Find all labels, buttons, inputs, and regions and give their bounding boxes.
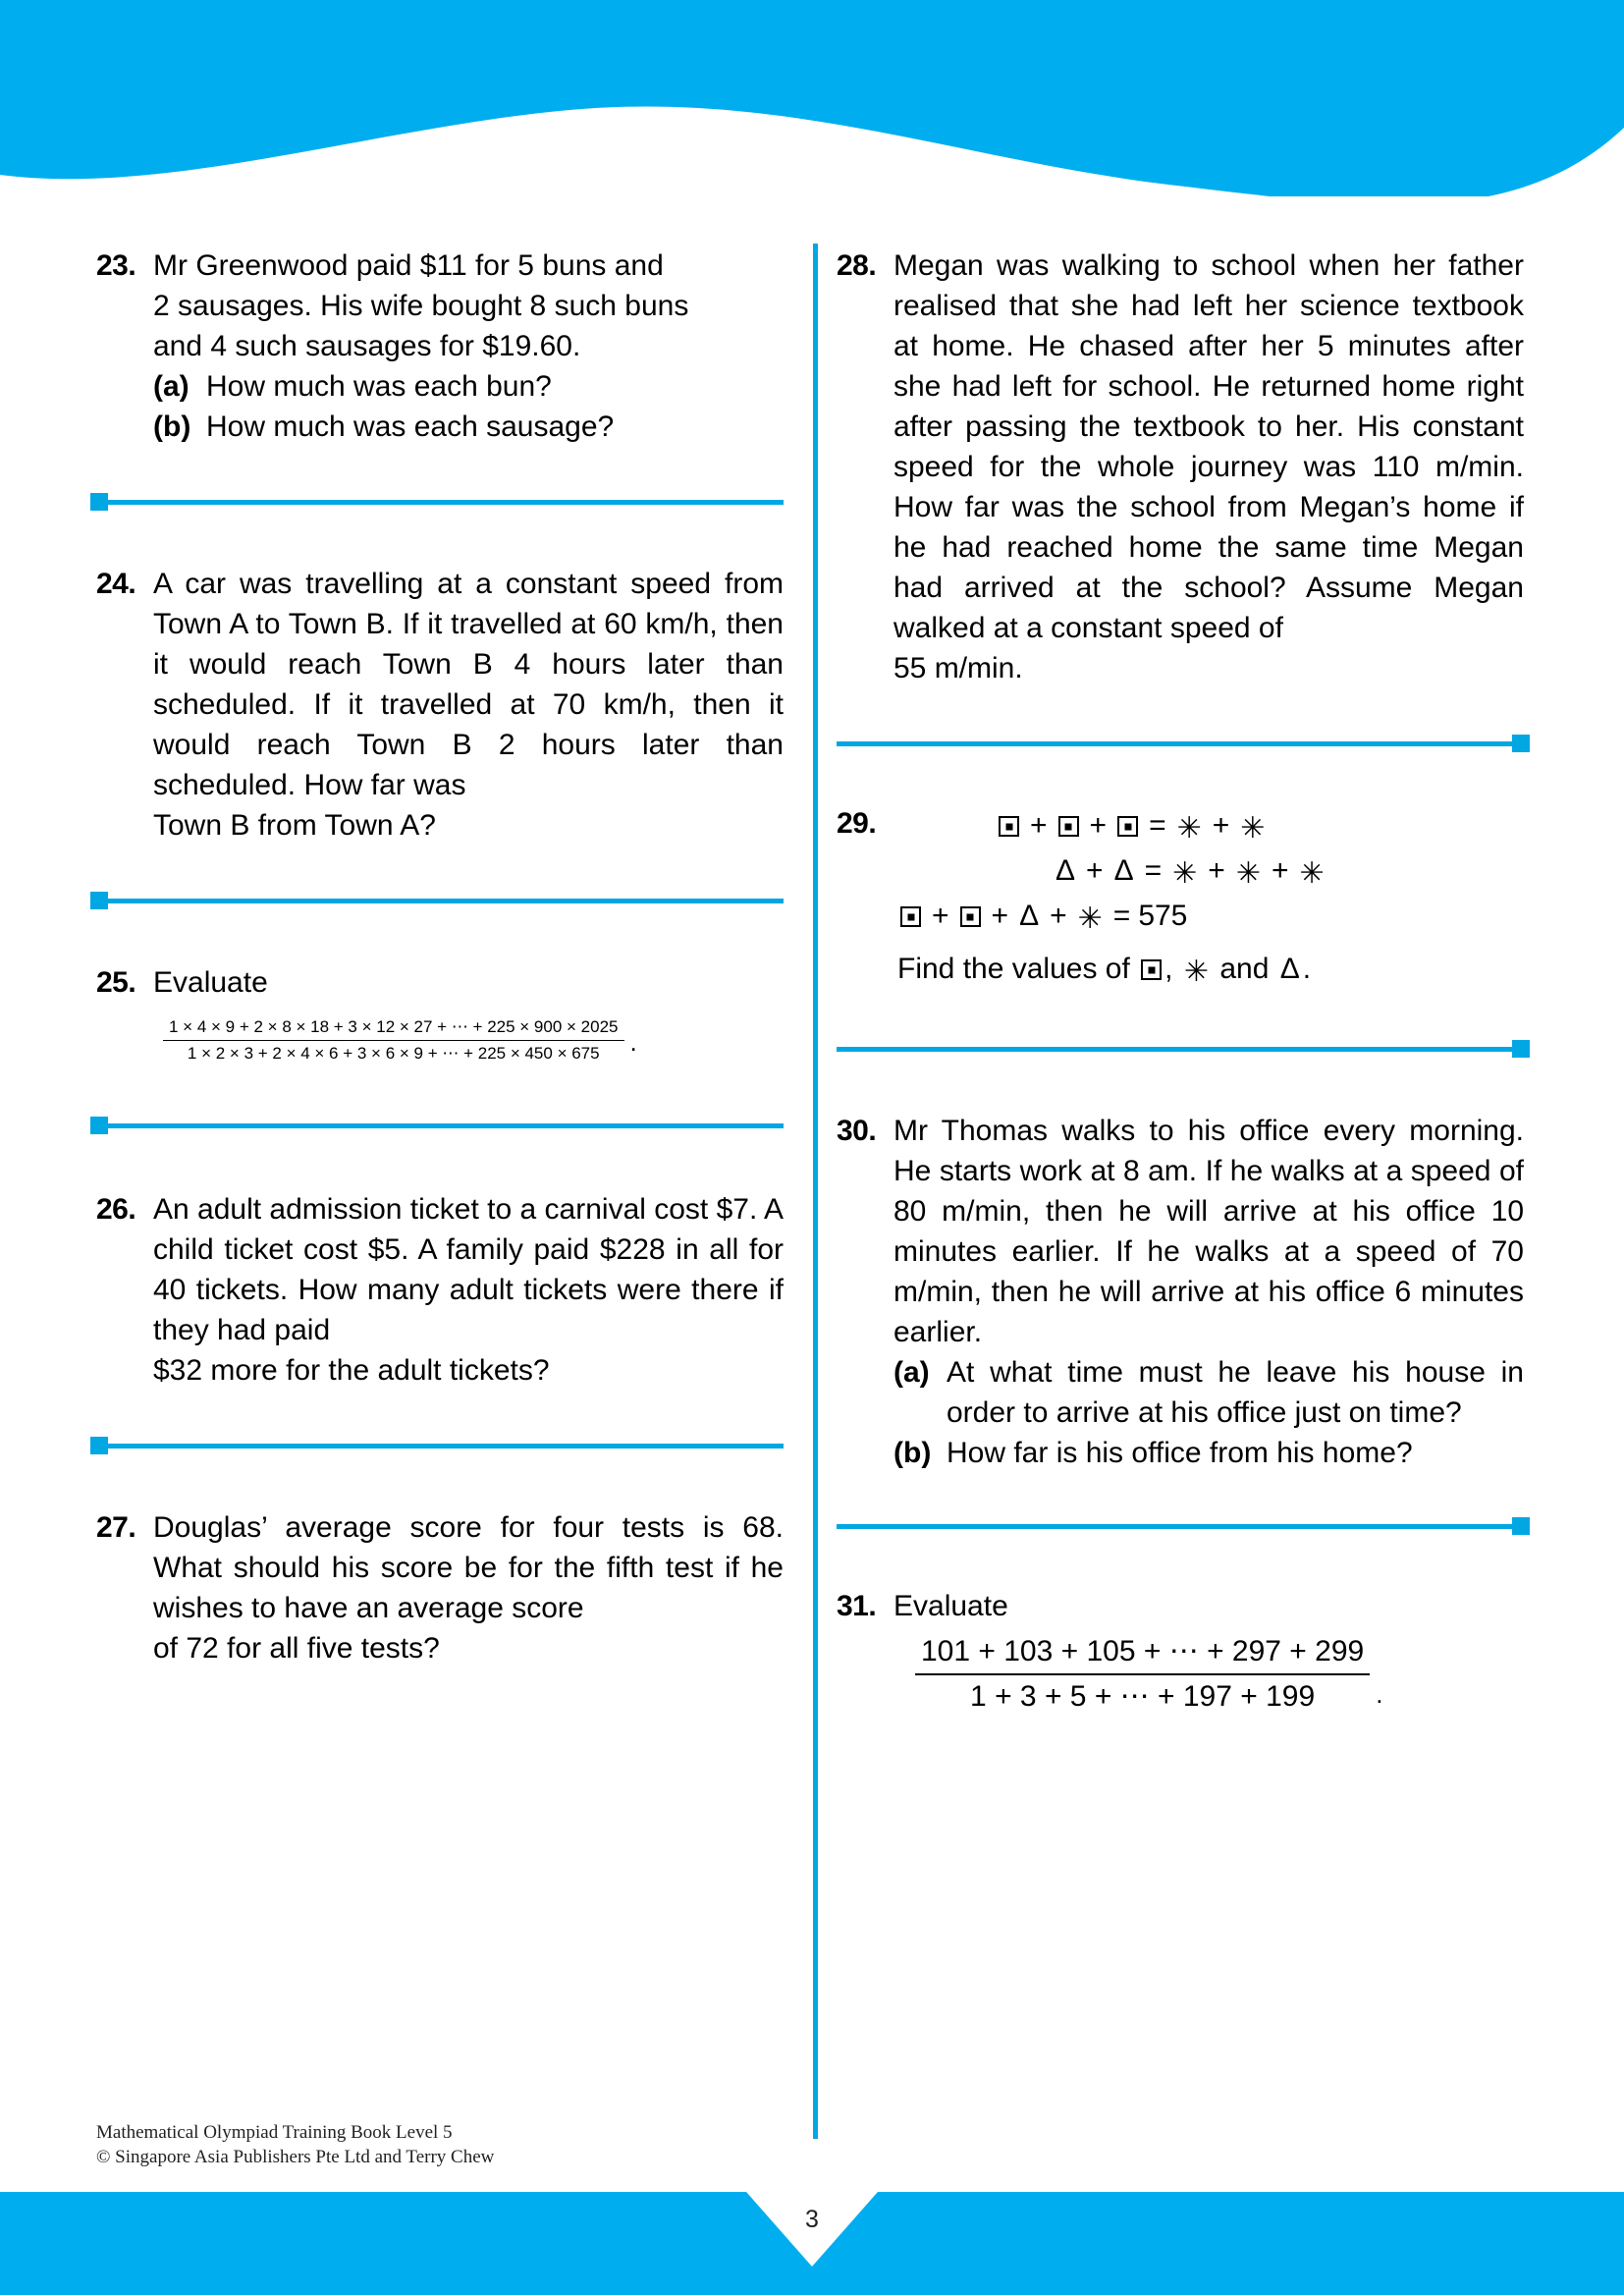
question-25-body <box>153 962 784 1065</box>
question-27 <box>96 1507 784 1668</box>
separator-rule-left-2 <box>96 899 784 903</box>
question-31-fraction-period: . <box>1376 1679 1383 1709</box>
triangle-icon: Δ <box>1113 854 1134 887</box>
eight-point-star-icon: ✳ <box>1240 812 1266 845</box>
boxed-dot-icon <box>1117 816 1138 837</box>
question-26-text: An adult admission ticket to a carnival cost $7. A child ticket cost $5. A family paid $228 in all for 40 tickets. How many adult tickets were there if they had paid <box>153 1193 784 1346</box>
eight-point-star-icon: ✳ <box>1299 857 1325 890</box>
separator-rule-left-1 <box>96 500 784 505</box>
question-29-find-and: and <box>1219 953 1270 985</box>
question-23-part-a-label: (a) <box>153 370 189 403</box>
question-25-fraction-stack <box>163 1016 624 1065</box>
question-28-last-line: 55 m/min. <box>893 652 1023 684</box>
question-23-part-a-text: How much was each bun? <box>206 370 552 403</box>
question-30 <box>837 1111 1524 1473</box>
question-26-last-line: $32 more for the adult tickets? <box>153 1354 550 1387</box>
footer-credit-line-2: © Singapore Asia Publishers Pte Ltd and Terry Chew <box>96 2147 495 2167</box>
question-28 <box>837 246 1524 688</box>
question-29-equation-2: Δ + Δ = ✳ + ✳ + ✳ <box>1053 848 1524 894</box>
question-31 <box>837 1586 1524 1717</box>
right-column <box>837 246 1524 1717</box>
separator-rule-left-3 <box>96 1123 784 1128</box>
boxed-dot-icon <box>1058 816 1079 837</box>
separator-rule-right-1 <box>837 741 1524 746</box>
footer-credit-line-1: Mathematical Olympiad Training Book Level 5 <box>96 2122 453 2143</box>
question-30-text: Mr Thomas walks to his office every morning. He starts work at 8 am. If he walks at a speed of 80 m/min, then he will arrive at his office 10 minutes earlier. If he walks at a speed of 70 m/min, then he will arrive at his office 6 minutes earlier. <box>893 1115 1524 1348</box>
question-25-fraction-period: . <box>629 1027 637 1057</box>
question-26-number: 26. <box>96 1193 136 1226</box>
eight-point-star-icon: ✳ <box>1077 902 1103 935</box>
question-31-numerator: 101 + 103 + 105 + ⋯ + 297 + 299 <box>915 1632 1370 1675</box>
question-31-fraction <box>915 1632 1524 1717</box>
triangle-icon: Δ <box>1019 900 1040 932</box>
boxed-dot-icon <box>900 906 921 927</box>
question-23-part-b-text: How much was each sausage? <box>206 410 615 443</box>
question-29-find-comma: , <box>1164 953 1173 985</box>
question-31-body <box>893 1586 1524 1717</box>
footer-credit <box>96 2120 494 2169</box>
question-27-last-line: of 72 for all five tests? <box>153 1632 440 1665</box>
page-number: 3 <box>805 2206 819 2233</box>
question-27-body <box>153 1507 784 1668</box>
question-25-fraction <box>163 1016 784 1065</box>
question-29-equation-3-value: 575 <box>1138 900 1188 932</box>
question-24-number: 24. <box>96 568 136 600</box>
question-29-equation-3: + + Δ + ✳ = 575 <box>897 894 1524 939</box>
question-24-text: A car was travelling at a constant speed from Town A to Town B. If it travelled at 60 km/h, then it would reach Town B 4 hours later than scheduled. If it travelled at 70 km/h, then it would reach Town B 2 hours later than scheduled. How far was <box>153 568 784 801</box>
question-29-body <box>897 803 1524 992</box>
question-30-part-b-text: How far is his office from his home? <box>947 1437 1413 1469</box>
question-30-part-b-label: (b) <box>893 1437 932 1469</box>
boxed-dot-icon <box>960 906 981 927</box>
question-30-number: 30. <box>837 1115 877 1147</box>
question-29-find-prefix: Find the values of <box>897 953 1130 985</box>
question-24-last-line: Town B from Town A? <box>153 809 436 842</box>
question-24 <box>96 564 784 846</box>
question-30-part-a <box>893 1352 1524 1433</box>
question-26-body <box>153 1189 784 1391</box>
question-25-number: 25. <box>96 966 136 999</box>
question-26 <box>96 1189 784 1391</box>
question-30-body <box>893 1111 1524 1473</box>
triangle-icon: Δ <box>1279 953 1300 985</box>
question-31-number: 31. <box>837 1590 877 1622</box>
question-25-numerator: 1 × 4 × 9 + 2 × 8 × 18 + 3 × 12 × 27 + ⋯ + 225 × 900 × 2025 <box>163 1016 624 1041</box>
eight-point-star-icon: ✳ <box>1183 956 1209 988</box>
eight-point-star-icon: ✳ <box>1176 812 1202 845</box>
question-28-body <box>893 246 1524 688</box>
question-25 <box>96 962 784 1065</box>
question-23-part-b <box>153 407 784 447</box>
eight-point-star-icon: ✳ <box>1235 857 1261 890</box>
question-25-text: Evaluate <box>153 966 268 999</box>
question-25-denominator: 1 × 2 × 3 + 2 × 4 × 6 + 3 × 6 × 9 + ⋯ + 225 × 450 × 675 <box>187 1044 600 1063</box>
question-29-number: 29. <box>837 807 877 840</box>
boxed-dot-icon <box>999 816 1019 837</box>
separator-rule-right-2 <box>837 1047 1524 1052</box>
question-29-equation-1: + + = ✳ + ✳ <box>996 803 1524 848</box>
question-23-line1: Mr Greenwood paid $11 for 5 buns and <box>153 249 664 282</box>
question-23-part-b-label: (b) <box>153 410 191 443</box>
separator-rule-right-3 <box>837 1524 1524 1529</box>
separator-rule-left-4 <box>96 1444 784 1448</box>
question-31-denominator: 1 + 3 + 5 + ⋯ + 197 + 199 <box>970 1680 1316 1713</box>
question-30-part-b <box>893 1433 1524 1473</box>
question-23-body <box>153 246 784 447</box>
question-27-number: 27. <box>96 1511 136 1544</box>
question-23 <box>96 246 784 447</box>
question-30-part-a-label: (a) <box>893 1356 930 1389</box>
question-30-part-a-text: At what time must he leave his house in order to arrive at his office just on time? <box>947 1356 1524 1429</box>
question-23-line2: 2 sausages. His wife bought 8 such buns <box>153 290 689 322</box>
eight-point-star-icon: ✳ <box>1172 857 1198 890</box>
question-31-text: Evaluate <box>893 1590 1008 1622</box>
question-23-part-a <box>153 366 784 407</box>
question-23-line3: and 4 such sausages for $19.60. <box>153 330 581 362</box>
question-28-number: 28. <box>837 249 877 282</box>
question-27-text: Douglas’ average score for four tests is 68. What should his score be for the fifth test if he wishes to have an average score <box>153 1511 784 1624</box>
question-28-text: Megan was walking to school when her father realised that she had left her science textbook at home. He chased after her 5 minutes after she had left for school. He returned home right after passing the textbook to her. His constant speed for the whole journey was 110 m/min. How far was the school from Megan’s home if he had reached home the same time Megan had arrived at the school? Assume Megan walked at a constant speed of <box>893 249 1524 644</box>
question-29-find-period: . <box>1302 953 1312 985</box>
triangle-icon: Δ <box>1056 854 1076 887</box>
question-24-body <box>153 564 784 846</box>
question-29 <box>837 803 1524 992</box>
boxed-dot-icon <box>1141 959 1162 980</box>
question-29-find-line <box>897 947 1524 992</box>
question-31-fraction-stack <box>915 1632 1370 1717</box>
question-23-number: 23. <box>96 249 136 282</box>
left-column <box>96 246 784 1668</box>
